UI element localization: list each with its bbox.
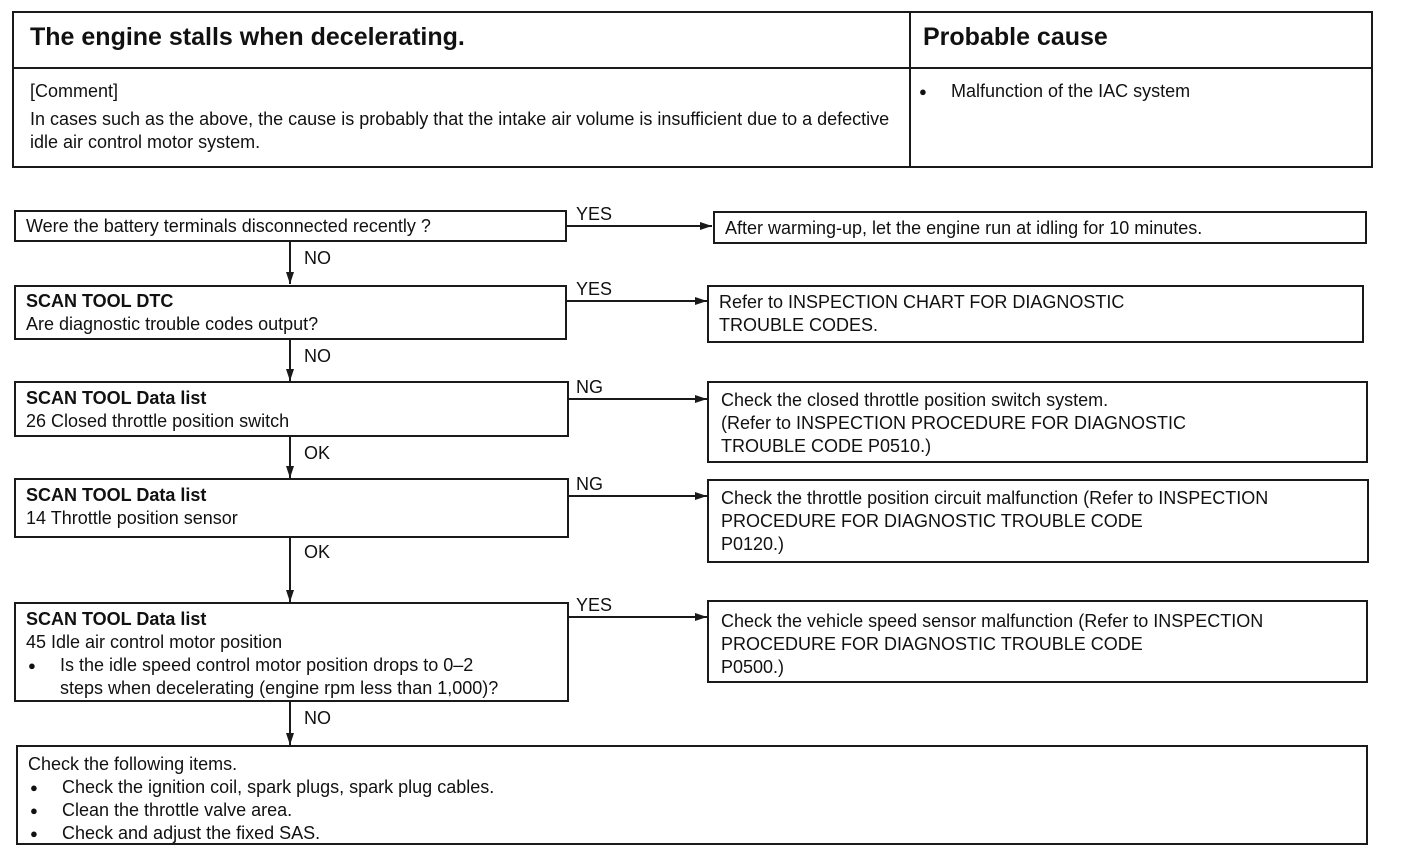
q2-result-box (707, 285, 1364, 343)
q5-no-label: NO (304, 708, 331, 728)
final-intro: Check the following items. (28, 754, 238, 774)
q3-result-box (707, 381, 1368, 463)
comment-label: [Comment] (30, 81, 119, 101)
q4-result-line2: PROCEDURE FOR DIAGNOSTIC TROUBLE CODE (721, 511, 1143, 531)
q2-result-line2: TROUBLE CODES. (719, 315, 879, 335)
q5-result-line3: P0500.) (721, 657, 785, 677)
q2-no-label: NO (304, 346, 331, 366)
q4-box (14, 478, 569, 538)
cause-item-text: Malfunction of the IAC system (951, 81, 1191, 101)
q5-text: 45 Idle air control motor position (26, 632, 283, 652)
comment-text: In cases such as the above, the cause is probably that the intake air volume is insufficient due to a defective idle air control motor system. (30, 109, 890, 152)
q5-bullet-line1: Is the idle speed control motor position drops to 0–2 (60, 655, 474, 675)
q1-no-label: NO (304, 248, 331, 268)
bullet-icon: ● (30, 780, 38, 795)
q3-ng-label: NG (576, 377, 603, 397)
q5-title: SCAN TOOL Data list (26, 609, 207, 629)
bullet-icon: ● (30, 826, 38, 841)
q4-ng-label: NG (576, 474, 603, 494)
final-check-box (16, 745, 1368, 845)
q4-title: SCAN TOOL Data list (26, 485, 207, 505)
q5-result-line1: Check the vehicle speed sensor malfunction (Refer to INSPECTION (721, 611, 1264, 631)
q3-result-line1: Check the closed throttle position switch system. (721, 390, 1109, 410)
bullet-icon: ● (28, 658, 36, 673)
bullet-icon: ● (919, 84, 927, 99)
q3-title: SCAN TOOL Data list (26, 388, 207, 408)
final-item-text: Clean the throttle valve area. (62, 800, 293, 820)
q1-yes-label: YES (576, 204, 613, 224)
q1-box (14, 210, 567, 242)
q4-ok-label: OK (304, 542, 331, 562)
final-item (28, 822, 1356, 845)
q1-result-box (713, 211, 1367, 244)
symptom-title: The engine stalls when decelerating. (30, 23, 465, 51)
q2-result-line1: Refer to INSPECTION CHART FOR DIAGNOSTIC (719, 292, 1125, 312)
q5-bullet (26, 654, 557, 700)
q3-box (14, 381, 569, 437)
bullet-icon: ● (30, 803, 38, 818)
q4-result-line3: P0120.) (721, 534, 785, 554)
final-item-text: Check the ignition coil, spark plugs, spark plug cables. (62, 777, 495, 797)
q3-ok-label: OK (304, 443, 331, 463)
q1-text: Were the battery terminals disconnected recently ? (26, 216, 431, 236)
final-item-text: Check and adjust the fixed SAS. (62, 823, 321, 843)
probable-cause-title: Probable cause (923, 23, 1108, 51)
q5-result-line2: PROCEDURE FOR DIAGNOSTIC TROUBLE CODE (721, 634, 1143, 654)
q2-text: Are diagnostic trouble codes output? (26, 314, 319, 334)
q3-result-line2: (Refer to INSPECTION PROCEDURE FOR DIAGNOSTIC (721, 413, 1187, 433)
q3-text: 26 Closed throttle position switch (26, 411, 290, 431)
q4-text: 14 Throttle position sensor (26, 508, 238, 528)
q4-result-line1: Check the throttle position circuit malfunction (Refer to INSPECTION (721, 488, 1269, 508)
q5-yes-label: YES (576, 595, 613, 615)
final-item (28, 776, 1356, 799)
q2-yes-label: YES (576, 279, 613, 299)
q5-result-box (707, 600, 1368, 683)
q2-box (14, 285, 567, 340)
q2-title: SCAN TOOL DTC (26, 291, 174, 311)
final-item (28, 799, 1356, 822)
q3-result-line3: TROUBLE CODE P0510.) (721, 436, 932, 456)
q4-result-box (707, 479, 1369, 563)
q1-result-text: After warming-up, let the engine run at idling for 10 minutes. (725, 218, 1203, 238)
q5-box (14, 602, 569, 702)
q5-bullet-line2: steps when decelerating (engine rpm less than 1,000)? (60, 678, 499, 698)
